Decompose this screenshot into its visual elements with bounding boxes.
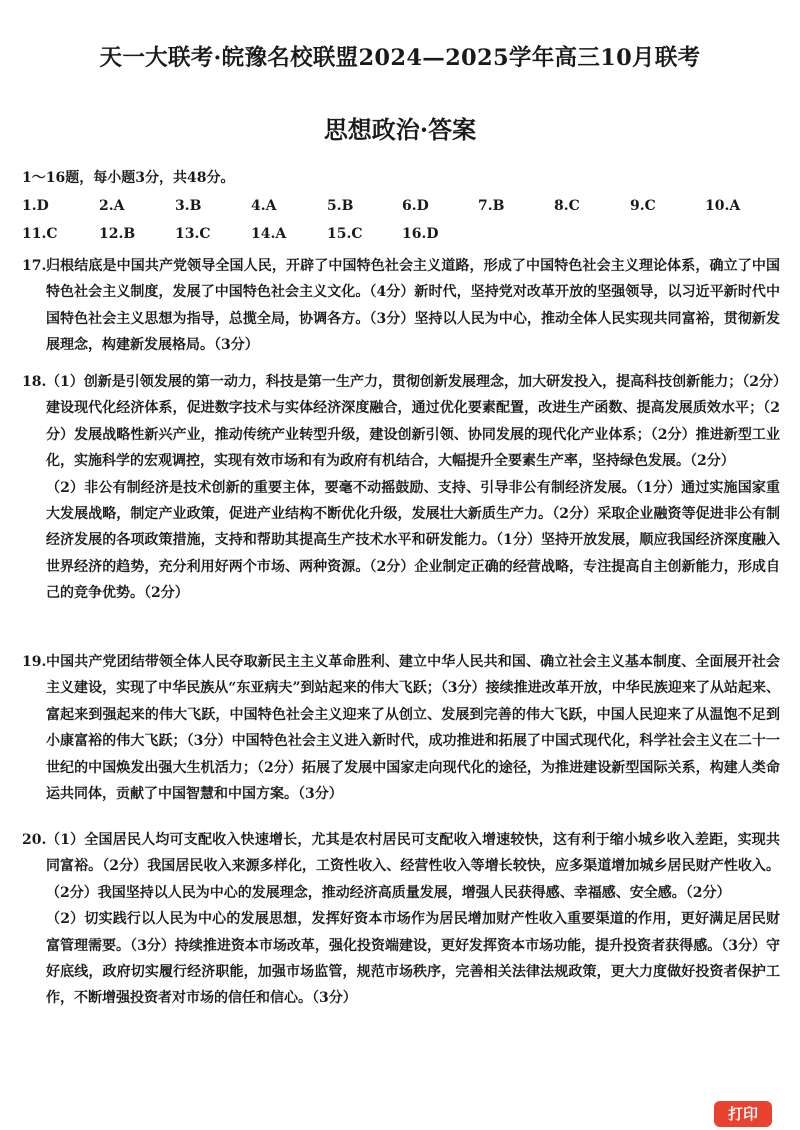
question-19-answer xyxy=(22,649,780,807)
print-button[interactable]: 打印 xyxy=(714,1101,772,1127)
mc-answer: 12.B xyxy=(99,226,136,242)
mc-answer: 13.C xyxy=(175,226,211,242)
question-20-answer xyxy=(22,827,780,1012)
mc-answer: 15.C xyxy=(327,226,363,242)
mc-answer: 6.D xyxy=(402,198,429,214)
mc-answer: 3.B xyxy=(175,198,202,214)
question-number: 20. xyxy=(22,832,47,848)
mc-answer: 14.A xyxy=(251,226,287,242)
mc-answer: 8.C xyxy=(554,198,580,214)
exam-title: 天一大联考·皖豫名校联盟2024—2025学年高三10月联考 xyxy=(99,45,701,71)
mc-answer: 16.D xyxy=(402,226,439,242)
mc-answer: 2.A xyxy=(99,198,125,214)
multiple-choice-heading: 1～16题，每小题3分，共48分。 xyxy=(22,170,235,186)
answer-paragraph: 中国共产党团结带领全体人民夺取新民主主义革命胜利、建立中华人民共和国、确立社会主义基本制度、全面展开社会主义建设，实现了中华民族从“东亚病夫”到站起来的伟大飞跃；（3分）接续推进改革开放，中华民族迎来了从站起来、富起来到强起来的伟大飞跃，中国特色社会主义迎来了从创立、发展到完善的伟大飞跃，中国人民迎来了从温饱不足到小康富裕的伟大飞跃；（3分）中国特色社会主义进入新时代，成功推进和拓展了中国式现代化，科学社会主义在二十一世纪的中国焕发出强大生机活力；（2分）拓展了发展中国家走向现代化的途径，为推进建设新型国际关系，构建人类命运共同体，贡献了中国智慧和中国方案。（3分） xyxy=(46,654,780,803)
mc-answer: 1.D xyxy=(22,198,49,214)
mc-answer: 11.C xyxy=(22,226,58,242)
answer-paragraph: （1）创新是引领发展的第一动力，科技是第一生产力，贯彻创新发展理念，加大研发投入，提高科技创新能力；（2分）建设现代化经济体系，促进数字技术与实体经济深度融合，通过优化要素配置，改进生产函数、提高发展质效水平；（2分）发展战略性新兴产业，推动传统产业转型升级，建设创新引领、协同发展的现代化产业体系；（2分）推进新型工业化，实施科学的宏观调控，实现有效市场和有为政府有机结合，大幅提升全要素生产率，坚持绿色发展。（2分） xyxy=(46,374,780,470)
answer-paragraph: （1）全国居民人均可支配收入快速增长，尤其是农村居民可支配收入增速较快，这有利于缩小城乡收入差距，实现共同富裕。（2分）我国居民收入来源多样化，工资性收入、经营性收入等增长较快，应多渠道增加城乡居民财产性收入。（2分）我国坚持以人民为中心的发展理念，推动经济高质量发展，增强人民获得感、幸福感、安全感。（2分） xyxy=(46,832,780,901)
answer-paragraph: （2）切实践行以人民为中心的发展思想，发挥好资本市场作为居民增加财产性收入重要渠道的作用，更好满足居民财富管理需要。（3分）持续推进资本市场改革，强化投资端建设，更好发挥资本市场功能，提升投资者获得感。（3分）守好底线，政府切实履行经济职能，加强市场监管，规范市场秩序，完善相关法律法规政策，更大力度做好投资者保护工作，不断增强投资者对市场的信任和信心。（3分） xyxy=(46,911,780,1007)
mc-answer: 9.C xyxy=(630,198,656,214)
exam-subtitle: 思想政治·答案 xyxy=(323,115,477,144)
question-number: 19. xyxy=(22,654,47,670)
question-17-answer xyxy=(22,253,780,359)
answer-paragraph: 归根结底是中国共产党领导全国人民，开辟了中国特色社会主义道路，形成了中国特色社会主义理论体系，确立了中国特色社会主义制度，发展了中国特色社会主义文化。（4分）新时代，坚持党对改革开放的坚强领导，以习近平新时代中国特色社会主义思想为指导，总揽全局，协调各方。（3分）坚持以人民为中心，推动全体人民实现共同富裕，贯彻新发展理念，构建新发展格局。（3分） xyxy=(46,258,780,354)
question-number: 17. xyxy=(22,258,47,274)
mc-answer: 4.A xyxy=(251,198,277,214)
question-18-answer xyxy=(22,369,780,607)
mc-answer: 5.B xyxy=(327,198,354,214)
mc-answer: 10.A xyxy=(705,198,741,214)
question-number: 18. xyxy=(22,374,47,390)
mc-answer: 7.B xyxy=(478,198,505,214)
answer-paragraph: （2）非公有制经济是技术创新的重要主体，要毫不动摇鼓励、支持、引导非公有制经济发展。（1分）通过实施国家重大发展战略，制定产业政策，促进产业结构不断优化升级，发展壮大新质生产力。（2分）采取企业融资等促进非公有制经济发展的各项政策措施，支持和帮助其提高生产技术水平和研发能力。（1分）坚持开放发展，顺应我国经济深度融入世界经济的趋势，充分利用好两个市场、两种资源。（2分）企业制定正确的经营战略，专注提高自主创新能力，形成自己的竞争优势。（2分） xyxy=(46,479,780,602)
